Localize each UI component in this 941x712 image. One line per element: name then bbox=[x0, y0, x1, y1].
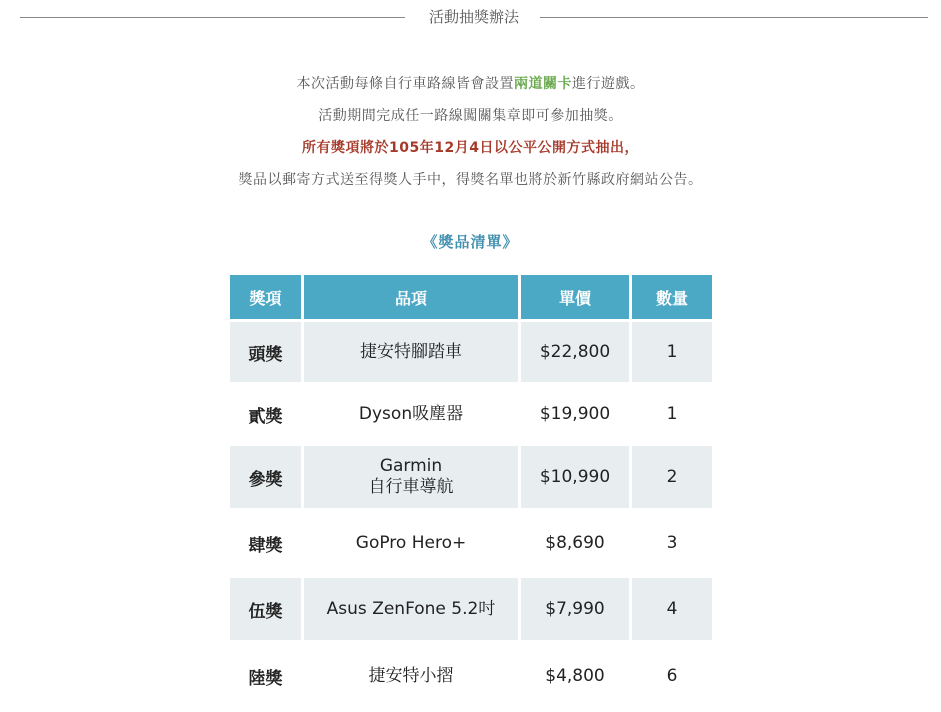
price-cell: $22,800 bbox=[521, 322, 629, 382]
price-cell: $4,800 bbox=[521, 643, 629, 709]
table-row bbox=[230, 446, 712, 508]
price-cell: $7,990 bbox=[521, 578, 629, 640]
price-cell: $8,690 bbox=[521, 511, 629, 575]
intro-line-1-after: 進行遊戲。 bbox=[572, 76, 645, 92]
item-cell bbox=[304, 385, 518, 443]
item-line: 捷安特小摺 bbox=[368, 665, 454, 686]
title-divider-right bbox=[540, 17, 928, 18]
intro-highlight: 兩道關卡 bbox=[514, 76, 572, 92]
qty-cell: 4 bbox=[632, 578, 712, 640]
intro-line-2: 活動期間完成任一路線闖關集章即可參加抽獎。 bbox=[318, 108, 623, 124]
award-cell: 參獎 bbox=[230, 446, 301, 508]
qty-cell: 1 bbox=[632, 385, 712, 443]
item-line: Asus ZenFone 5.2吋 bbox=[326, 598, 496, 619]
item-line: Dyson吸塵器 bbox=[358, 403, 464, 424]
qty-cell: 2 bbox=[632, 446, 712, 508]
item-cell bbox=[304, 446, 518, 508]
intro-line-3-draw-date: 所有獎項將於105年12月4日以公平公開方式抽出， bbox=[302, 140, 639, 156]
item-cell bbox=[304, 322, 518, 382]
item-line: Garmin bbox=[379, 456, 443, 476]
intro-text bbox=[0, 68, 941, 196]
table-header-row bbox=[230, 275, 712, 319]
header-qty: 數量 bbox=[632, 275, 712, 319]
table-row bbox=[230, 511, 712, 575]
award-cell: 貳獎 bbox=[230, 385, 301, 443]
section-title: 活動抽獎辦法 bbox=[428, 8, 519, 26]
price-cell: $10,990 bbox=[521, 446, 629, 508]
prize-table bbox=[227, 272, 715, 712]
item-line: 捷安特腳踏車 bbox=[360, 341, 462, 362]
header-price: 單價 bbox=[521, 275, 629, 319]
table-row bbox=[230, 578, 712, 640]
award-cell: 頭獎 bbox=[230, 322, 301, 382]
section-title-row bbox=[0, 6, 941, 30]
item-cell bbox=[304, 511, 518, 575]
item-cell bbox=[304, 643, 518, 709]
award-cell: 肆獎 bbox=[230, 511, 301, 575]
award-cell: 陸獎 bbox=[230, 643, 301, 709]
item-line: GoPro Hero+ bbox=[355, 532, 467, 553]
qty-cell: 6 bbox=[632, 643, 712, 709]
award-cell: 伍獎 bbox=[230, 578, 301, 640]
qty-cell: 1 bbox=[632, 322, 712, 382]
table-row bbox=[230, 322, 712, 382]
intro-line-1-before: 本次活動每條自行車路線皆會設置 bbox=[296, 76, 514, 92]
header-award: 獎項 bbox=[230, 275, 301, 319]
qty-cell: 3 bbox=[632, 511, 712, 575]
table-row bbox=[230, 643, 712, 709]
intro-line-1 bbox=[0, 68, 941, 100]
intro-line-4: 獎品以郵寄方式送至得獎人手中，得獎名單也將於新竹縣政府網站公告。 bbox=[238, 172, 703, 188]
price-cell: $19,900 bbox=[521, 385, 629, 443]
prize-list-title: 《獎品清單》 bbox=[422, 233, 519, 251]
title-divider-left bbox=[20, 17, 405, 18]
header-item: 品項 bbox=[304, 275, 518, 319]
item-cell bbox=[304, 578, 518, 640]
item-line: 自行車導航 bbox=[368, 477, 454, 497]
table-row bbox=[230, 385, 712, 443]
